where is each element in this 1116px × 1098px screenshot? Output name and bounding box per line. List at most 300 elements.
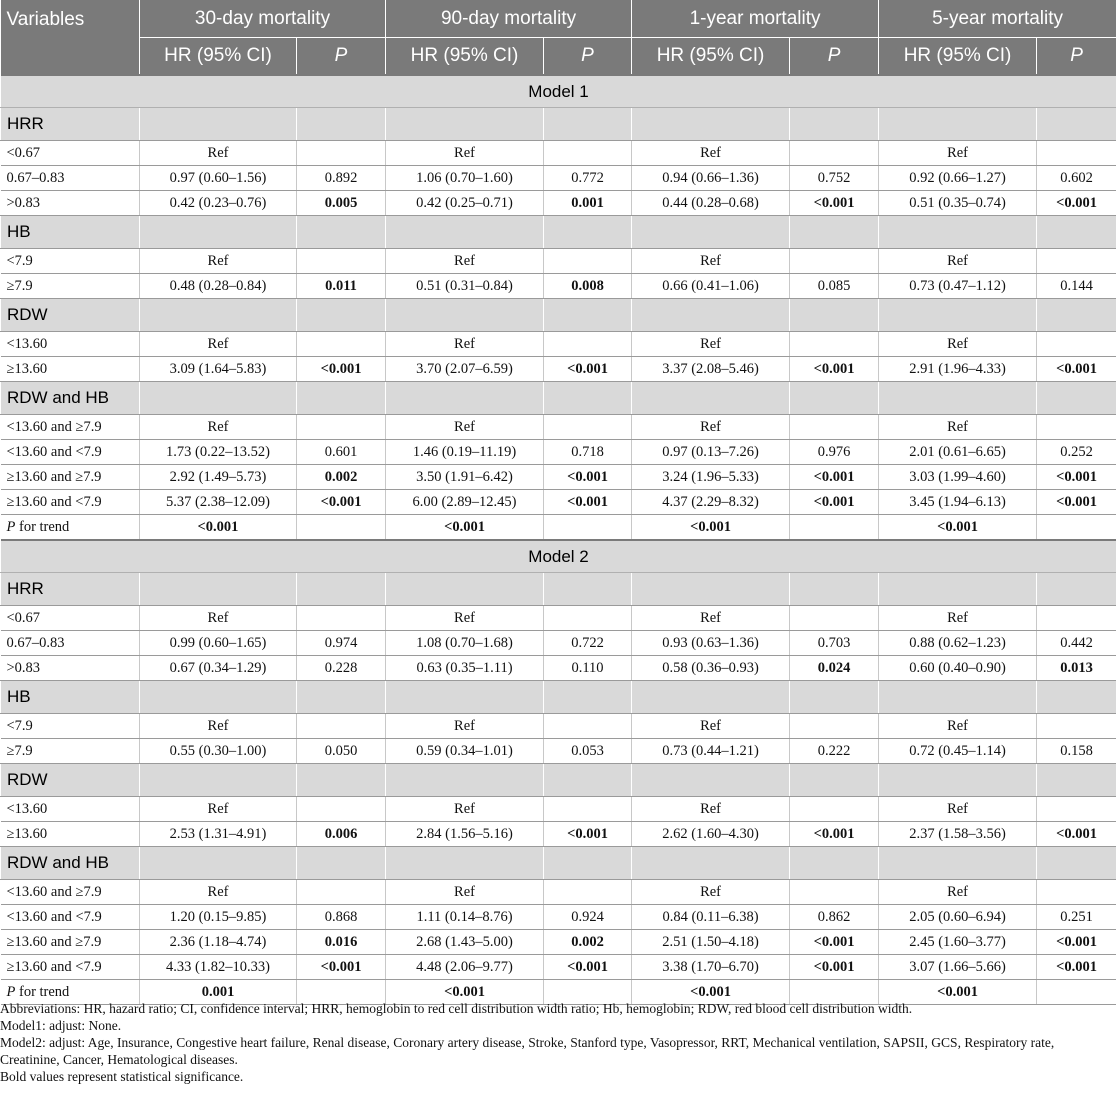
group-empty-cell <box>790 764 879 797</box>
p-cell <box>297 141 386 166</box>
row-label: ≥13.60 <box>1 357 140 382</box>
p-cell: 0.442 <box>1037 631 1116 656</box>
table-row <box>1 465 1116 490</box>
header-hr: HR (95% CI) <box>140 38 297 76</box>
hr-cell: Ref <box>879 415 1037 440</box>
footnote: Model1: adjust: None. <box>0 1018 122 1033</box>
group-empty-cell <box>879 382 1037 415</box>
p-cell <box>1037 415 1116 440</box>
hr-cell: Ref <box>632 797 790 822</box>
hr-cell: Ref <box>632 714 790 739</box>
table-row <box>1 606 1116 631</box>
p-cell <box>790 880 879 905</box>
p-cell <box>790 249 879 274</box>
group-empty-cell <box>632 847 790 880</box>
p-cell: 0.601 <box>297 440 386 465</box>
p-cell <box>544 249 632 274</box>
hr-cell: Ref <box>879 141 1037 166</box>
hr-cell: 0.58 (0.36–0.93) <box>632 656 790 681</box>
p-cell: <0.001 <box>1037 955 1116 980</box>
p-cell: <0.001 <box>544 955 632 980</box>
p-cell: <0.001 <box>790 955 879 980</box>
row-label: <13.60 and <7.9 <box>1 440 140 465</box>
p-cell: 0.016 <box>297 930 386 955</box>
hr-cell: 2.36 (1.18–4.74) <box>140 930 297 955</box>
table-row <box>1 191 1116 216</box>
trend-row <box>1 515 1116 541</box>
group-empty-cell <box>790 681 879 714</box>
p-cell: <0.001 <box>544 465 632 490</box>
group-empty-cell <box>140 108 297 141</box>
p-cell: 0.002 <box>544 930 632 955</box>
group-empty-cell <box>297 573 386 606</box>
group-empty-cell <box>297 681 386 714</box>
p-cell <box>790 606 879 631</box>
hr-cell: 0.66 (0.41–1.06) <box>632 274 790 299</box>
hr-cell: 3.07 (1.66–5.66) <box>879 955 1037 980</box>
row-label: <13.60 and ≥7.9 <box>1 880 140 905</box>
p-cell <box>790 797 879 822</box>
p-cell <box>1037 332 1116 357</box>
group-empty-cell <box>879 299 1037 332</box>
group-empty-cell <box>140 299 297 332</box>
trend-value: <0.001 <box>879 515 1037 541</box>
group-empty-cell <box>632 299 790 332</box>
p-cell <box>297 249 386 274</box>
table-row <box>1 490 1116 515</box>
trend-value: <0.001 <box>632 515 790 541</box>
hr-cell: Ref <box>386 332 544 357</box>
group-empty-cell <box>879 681 1037 714</box>
hr-cell: 0.73 (0.44–1.21) <box>632 739 790 764</box>
footnote: Abbreviations: HR, hazard ratio; CI, confidence interval; HRR, hemoglobin to red cell distribution width ratio; Hb, hemoglobin; RDW, red blood cell distribution width. <box>0 1001 913 1016</box>
group-empty-cell <box>386 573 544 606</box>
hr-cell: 3.03 (1.99–4.60) <box>879 465 1037 490</box>
p-cell: 0.924 <box>544 905 632 930</box>
group-empty-cell <box>790 573 879 606</box>
group-label: HRR <box>1 573 140 606</box>
group-empty-cell <box>140 216 297 249</box>
p-cell: <0.001 <box>790 465 879 490</box>
group-empty-cell <box>297 216 386 249</box>
p-cell <box>1037 714 1116 739</box>
trend-empty-cell <box>297 515 386 541</box>
p-cell: 0.868 <box>297 905 386 930</box>
group-empty-cell <box>386 764 544 797</box>
table-row <box>1 656 1116 681</box>
p-cell <box>297 797 386 822</box>
table-row <box>1 714 1116 739</box>
trend-label <box>1 515 140 541</box>
group-empty-cell <box>140 847 297 880</box>
header-variables: Variables <box>1 0 140 75</box>
header-hr: HR (95% CI) <box>386 38 544 76</box>
table-row <box>1 274 1116 299</box>
p-cell: 0.222 <box>790 739 879 764</box>
p-cell: <0.001 <box>790 191 879 216</box>
model-title: Model 1 <box>1 75 1116 108</box>
hr-cell: 1.11 (0.14–8.76) <box>386 905 544 930</box>
row-label: <13.60 and ≥7.9 <box>1 415 140 440</box>
trend-value: <0.001 <box>386 980 544 1005</box>
header-p: P <box>297 38 386 76</box>
group-empty-cell <box>1037 764 1116 797</box>
p-cell <box>544 332 632 357</box>
footnote: Model2: adjust: Age, Insurance, Congestive heart failure, Renal disease, Coronary artery disease, Stroke, Stanford type, Vasopressor, RRT, Mechanical ventilation, SAPSII, GCS, Respiratory rate, Creatinine, Cancer, Hematological diseases. <box>0 1035 1055 1067</box>
hr-cell: 1.06 (0.70–1.60) <box>386 166 544 191</box>
table-row <box>1 332 1116 357</box>
group-empty-cell <box>632 681 790 714</box>
hr-cell: 0.42 (0.23–0.76) <box>140 191 297 216</box>
row-label: <13.60 and <7.9 <box>1 905 140 930</box>
group-label: RDW <box>1 299 140 332</box>
table-row <box>1 141 1116 166</box>
p-cell <box>1037 141 1116 166</box>
hr-cell: 3.24 (1.96–5.33) <box>632 465 790 490</box>
p-cell: 0.013 <box>1037 656 1116 681</box>
hr-cell: 0.99 (0.60–1.65) <box>140 631 297 656</box>
row-label: ≥13.60 and <7.9 <box>1 490 140 515</box>
hr-cell: Ref <box>632 606 790 631</box>
p-cell: <0.001 <box>544 822 632 847</box>
group-label: HB <box>1 216 140 249</box>
table-row <box>1 249 1116 274</box>
hr-cell: 4.33 (1.82–10.33) <box>140 955 297 980</box>
header-p: P <box>1037 38 1116 76</box>
hr-cell: Ref <box>879 249 1037 274</box>
p-cell: 0.892 <box>297 166 386 191</box>
trend-empty-cell <box>1037 515 1116 541</box>
hr-cell: 1.73 (0.22–13.52) <box>140 440 297 465</box>
hr-cell: Ref <box>879 606 1037 631</box>
p-cell: 0.974 <box>297 631 386 656</box>
group-empty-cell <box>386 299 544 332</box>
p-cell <box>297 880 386 905</box>
hr-cell: Ref <box>140 415 297 440</box>
hr-cell: 0.55 (0.30–1.00) <box>140 739 297 764</box>
p-cell <box>790 141 879 166</box>
table-row <box>1 440 1116 465</box>
row-label: ≥13.60 and <7.9 <box>1 955 140 980</box>
table-row <box>1 930 1116 955</box>
hr-cell: 0.48 (0.28–0.84) <box>140 274 297 299</box>
hr-cell: Ref <box>879 797 1037 822</box>
hr-cell: 2.84 (1.56–5.16) <box>386 822 544 847</box>
group-empty-cell <box>297 847 386 880</box>
group-empty-cell <box>790 216 879 249</box>
hr-cell: 0.97 (0.13–7.26) <box>632 440 790 465</box>
group-empty-cell <box>140 764 297 797</box>
hr-cell: Ref <box>879 332 1037 357</box>
group-label: RDW and HB <box>1 382 140 415</box>
row-label: 0.67–0.83 <box>1 166 140 191</box>
group-empty-cell <box>140 382 297 415</box>
hr-cell: 0.84 (0.11–6.38) <box>632 905 790 930</box>
hr-cell: 2.51 (1.50–4.18) <box>632 930 790 955</box>
hr-cell: 0.59 (0.34–1.01) <box>386 739 544 764</box>
group-row <box>1 847 1116 880</box>
p-cell: 0.772 <box>544 166 632 191</box>
p-cell: 0.976 <box>790 440 879 465</box>
model-title: Model 2 <box>1 540 1116 573</box>
p-cell: 0.053 <box>544 739 632 764</box>
p-cell <box>1037 606 1116 631</box>
trend-empty-cell <box>544 515 632 541</box>
table-row <box>1 797 1116 822</box>
row-label: ≥13.60 and ≥7.9 <box>1 465 140 490</box>
trend-label-p: P <box>6 518 16 535</box>
group-label: RDW <box>1 764 140 797</box>
trend-value: <0.001 <box>140 515 297 541</box>
header-outcome: 1-year mortality <box>632 0 879 38</box>
hr-cell: 1.20 (0.15–9.85) <box>140 905 297 930</box>
group-empty-cell <box>632 108 790 141</box>
hr-cell: Ref <box>386 606 544 631</box>
group-empty-cell <box>1037 216 1116 249</box>
hr-cell: 0.73 (0.47–1.12) <box>879 274 1037 299</box>
hr-cell: 0.51 (0.35–0.74) <box>879 191 1037 216</box>
hr-cell: 0.97 (0.60–1.56) <box>140 166 297 191</box>
group-empty-cell <box>297 382 386 415</box>
row-label: ≥7.9 <box>1 274 140 299</box>
group-empty-cell <box>386 108 544 141</box>
p-cell: 0.110 <box>544 656 632 681</box>
group-empty-cell <box>544 681 632 714</box>
hr-cell: 6.00 (2.89–12.45) <box>386 490 544 515</box>
header-hr: HR (95% CI) <box>632 38 790 76</box>
hr-cell: Ref <box>632 141 790 166</box>
group-empty-cell <box>1037 382 1116 415</box>
p-cell: <0.001 <box>544 357 632 382</box>
hr-cell: Ref <box>140 714 297 739</box>
hr-cell: 3.70 (2.07–6.59) <box>386 357 544 382</box>
hr-cell: 0.60 (0.40–0.90) <box>879 656 1037 681</box>
p-cell <box>790 415 879 440</box>
p-cell: 0.144 <box>1037 274 1116 299</box>
p-cell: <0.001 <box>1037 930 1116 955</box>
hr-cell: 2.91 (1.96–4.33) <box>879 357 1037 382</box>
row-label: ≥13.60 <box>1 822 140 847</box>
group-empty-cell <box>544 108 632 141</box>
group-empty-cell <box>1037 108 1116 141</box>
group-empty-cell <box>544 573 632 606</box>
p-cell <box>544 141 632 166</box>
hr-cell: 4.48 (2.06–9.77) <box>386 955 544 980</box>
hr-cell: Ref <box>140 880 297 905</box>
trend-label-rest: for trend <box>15 518 70 535</box>
hr-cell: 2.68 (1.43–5.00) <box>386 930 544 955</box>
group-row <box>1 573 1116 606</box>
p-cell: 0.002 <box>297 465 386 490</box>
group-empty-cell <box>544 764 632 797</box>
p-cell <box>1037 880 1116 905</box>
hr-cell: 2.53 (1.31–4.91) <box>140 822 297 847</box>
group-empty-cell <box>297 299 386 332</box>
hr-cell: 0.67 (0.34–1.29) <box>140 656 297 681</box>
p-cell: 0.085 <box>790 274 879 299</box>
group-empty-cell <box>544 382 632 415</box>
p-cell: 0.024 <box>790 656 879 681</box>
group-empty-cell <box>632 216 790 249</box>
header-outcome: 30-day mortality <box>140 0 386 38</box>
hr-cell: Ref <box>879 714 1037 739</box>
hr-cell: 3.50 (1.91–6.42) <box>386 465 544 490</box>
header-outcome: 90-day mortality <box>386 0 632 38</box>
p-cell <box>544 714 632 739</box>
table-row <box>1 955 1116 980</box>
p-cell: 0.703 <box>790 631 879 656</box>
p-cell <box>544 880 632 905</box>
table-row <box>1 415 1116 440</box>
group-empty-cell <box>297 764 386 797</box>
p-cell <box>544 606 632 631</box>
trend-value: <0.001 <box>632 980 790 1005</box>
row-label: <0.67 <box>1 606 140 631</box>
row-label: 0.67–0.83 <box>1 631 140 656</box>
group-label: RDW and HB <box>1 847 140 880</box>
p-cell: <0.001 <box>790 357 879 382</box>
p-cell: 0.602 <box>1037 166 1116 191</box>
row-label: <13.60 <box>1 797 140 822</box>
trend-value: <0.001 <box>879 980 1037 1005</box>
trend-value: <0.001 <box>386 515 544 541</box>
p-cell: <0.001 <box>790 490 879 515</box>
hr-cell: Ref <box>140 249 297 274</box>
hr-cell: 2.01 (0.61–6.65) <box>879 440 1037 465</box>
hr-cell: 0.51 (0.31–0.84) <box>386 274 544 299</box>
p-cell: 0.228 <box>297 656 386 681</box>
p-cell <box>1037 797 1116 822</box>
group-empty-cell <box>386 681 544 714</box>
table-row <box>1 631 1116 656</box>
table-row <box>1 822 1116 847</box>
header-row-outcomes <box>1 0 1116 38</box>
p-cell: <0.001 <box>1037 490 1116 515</box>
p-cell: 0.008 <box>544 274 632 299</box>
hr-cell: 0.72 (0.45–1.14) <box>879 739 1037 764</box>
p-cell: 0.718 <box>544 440 632 465</box>
header-row-stats <box>1 38 1116 76</box>
table-row <box>1 166 1116 191</box>
trend-value: 0.001 <box>140 980 297 1005</box>
group-empty-cell <box>1037 299 1116 332</box>
p-cell: <0.001 <box>297 490 386 515</box>
row-label: ≥7.9 <box>1 739 140 764</box>
hr-cell: 2.45 (1.60–3.77) <box>879 930 1037 955</box>
header-p: P <box>790 38 879 76</box>
hr-cell: Ref <box>140 797 297 822</box>
hr-cell: 2.37 (1.58–3.56) <box>879 822 1037 847</box>
trend-label-p: P <box>6 983 16 1000</box>
group-empty-cell <box>790 382 879 415</box>
p-cell <box>790 332 879 357</box>
group-row <box>1 382 1116 415</box>
group-empty-cell <box>544 847 632 880</box>
p-cell <box>544 797 632 822</box>
group-empty-cell <box>790 299 879 332</box>
hr-cell: Ref <box>632 249 790 274</box>
p-cell <box>544 415 632 440</box>
group-empty-cell <box>386 216 544 249</box>
trend-label-rest: for trend <box>15 983 70 1000</box>
p-cell: 0.001 <box>544 191 632 216</box>
p-cell <box>790 714 879 739</box>
p-cell: <0.001 <box>1037 822 1116 847</box>
hr-cell: 1.08 (0.70–1.68) <box>386 631 544 656</box>
group-row <box>1 216 1116 249</box>
p-cell: 0.158 <box>1037 739 1116 764</box>
hr-cell: 0.88 (0.62–1.23) <box>879 631 1037 656</box>
hr-cell: 2.05 (0.60–6.94) <box>879 905 1037 930</box>
table-footnotes <box>0 1000 1116 1085</box>
table-row <box>1 357 1116 382</box>
p-cell: 0.005 <box>297 191 386 216</box>
hr-cell: 4.37 (2.29–8.32) <box>632 490 790 515</box>
p-cell: 0.006 <box>297 822 386 847</box>
p-cell: <0.001 <box>1037 357 1116 382</box>
table-row <box>1 739 1116 764</box>
hr-cell: Ref <box>386 714 544 739</box>
p-cell <box>297 606 386 631</box>
hr-cell: Ref <box>386 880 544 905</box>
hr-cell: 3.38 (1.70–6.70) <box>632 955 790 980</box>
p-cell: <0.001 <box>297 357 386 382</box>
hr-cell: 3.09 (1.64–5.83) <box>140 357 297 382</box>
hr-cell: Ref <box>386 141 544 166</box>
hr-cell: Ref <box>386 249 544 274</box>
group-empty-cell <box>386 847 544 880</box>
row-label: ≥13.60 and ≥7.9 <box>1 930 140 955</box>
group-row <box>1 108 1116 141</box>
group-empty-cell <box>879 216 1037 249</box>
hr-cell: Ref <box>140 606 297 631</box>
row-label: >0.83 <box>1 656 140 681</box>
hr-cell: 2.62 (1.60–4.30) <box>632 822 790 847</box>
group-empty-cell <box>790 847 879 880</box>
hr-cell: Ref <box>386 415 544 440</box>
header-hr: HR (95% CI) <box>879 38 1037 76</box>
group-empty-cell <box>297 108 386 141</box>
group-empty-cell <box>879 108 1037 141</box>
group-empty-cell <box>544 216 632 249</box>
hr-cell: 0.63 (0.35–1.11) <box>386 656 544 681</box>
group-row <box>1 299 1116 332</box>
group-empty-cell <box>632 573 790 606</box>
group-label: HRR <box>1 108 140 141</box>
p-cell: <0.001 <box>790 822 879 847</box>
hr-cell: Ref <box>140 332 297 357</box>
model-heading-row <box>1 540 1116 573</box>
table-row <box>1 905 1116 930</box>
row-label: >0.83 <box>1 191 140 216</box>
group-empty-cell <box>1037 573 1116 606</box>
p-cell <box>297 714 386 739</box>
group-empty-cell <box>879 847 1037 880</box>
group-empty-cell <box>1037 681 1116 714</box>
hr-cell: 5.37 (2.38–12.09) <box>140 490 297 515</box>
footnote: Bold values represent statistical significance. <box>0 1069 244 1084</box>
model-heading-row <box>1 75 1116 108</box>
p-cell: 0.722 <box>544 631 632 656</box>
group-row <box>1 681 1116 714</box>
hr-cell: 3.37 (2.08–5.46) <box>632 357 790 382</box>
row-label: <7.9 <box>1 714 140 739</box>
p-cell: 0.251 <box>1037 905 1116 930</box>
table-row <box>1 880 1116 905</box>
p-cell: 0.252 <box>1037 440 1116 465</box>
group-empty-cell <box>879 573 1037 606</box>
p-cell: 0.752 <box>790 166 879 191</box>
